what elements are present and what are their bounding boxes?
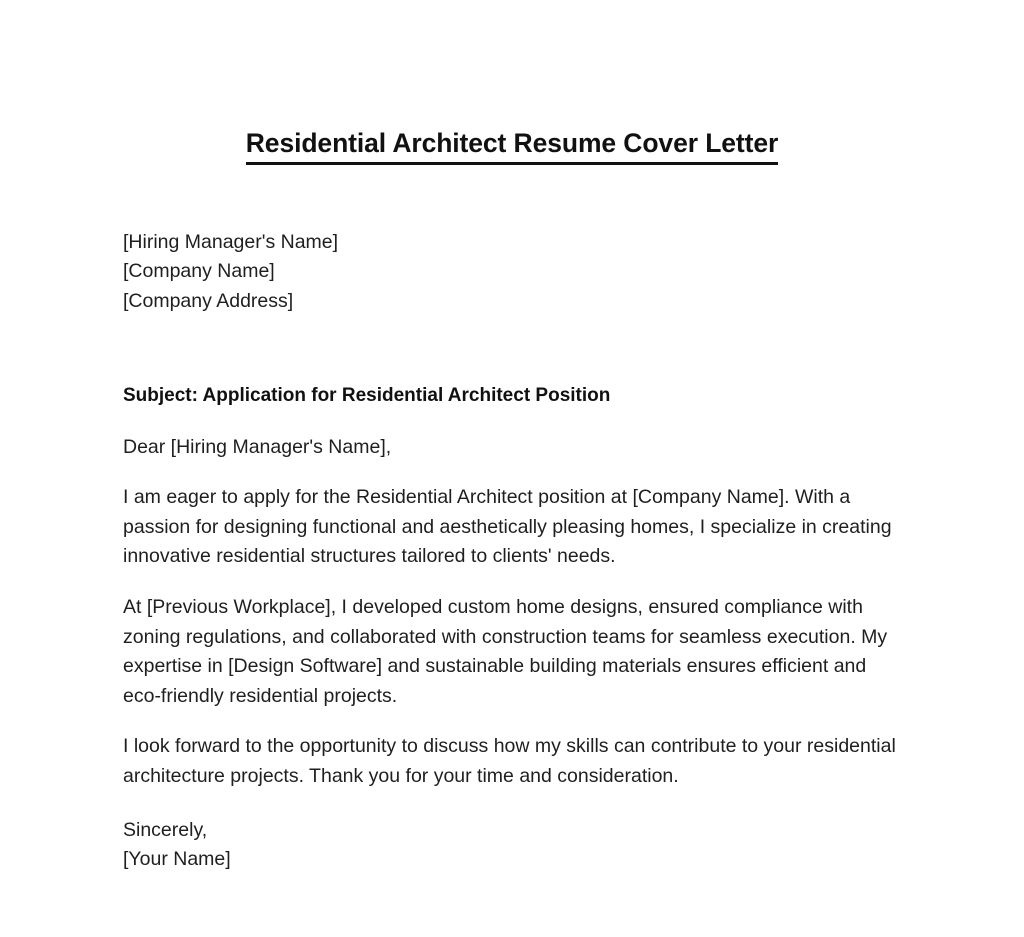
subject-line: Subject: Application for Residential Architect Position	[123, 385, 611, 407]
signature-name-placeholder: [Your Name]	[123, 848, 231, 871]
page-title-text: Residential Architect Resume Cover Letter	[246, 128, 778, 165]
recipient-address-block	[123, 228, 901, 317]
salutation-line: Dear [Hiring Manager's Name],	[123, 436, 392, 459]
body-paragraph-2: At [Previous Workplace], I developed custom home designs, ensured compliance with zoning regulations, and collaborated with construction teams for seamless execution. My expertise in [Design Software] and sustainable building materials ensures efficient and eco-friendly residential projects.	[123, 596, 888, 707]
recipient-line-company-name: [Company Name]	[123, 260, 275, 283]
recipient-line-company-address: [Company Address]	[123, 289, 294, 312]
closing-block	[123, 816, 901, 875]
page-title	[123, 0, 901, 165]
body-paragraph-1: I am eager to apply for the Residential Architect position at [Company Name]. With a passion for designing functional and aesthetically pleasing homes, I specialize in creating innovative residential structures tailored to clients' needs.	[123, 486, 892, 568]
recipient-line-hiring-manager: [Hiring Manager's Name]	[123, 230, 339, 253]
cover-letter-content	[123, 0, 901, 875]
closing-salutation: Sincerely,	[123, 818, 208, 841]
body-paragraph-3: I look forward to the opportunity to discuss how my skills can contribute to your residential architecture projects. Thank you for your time and consideration.	[123, 735, 896, 788]
